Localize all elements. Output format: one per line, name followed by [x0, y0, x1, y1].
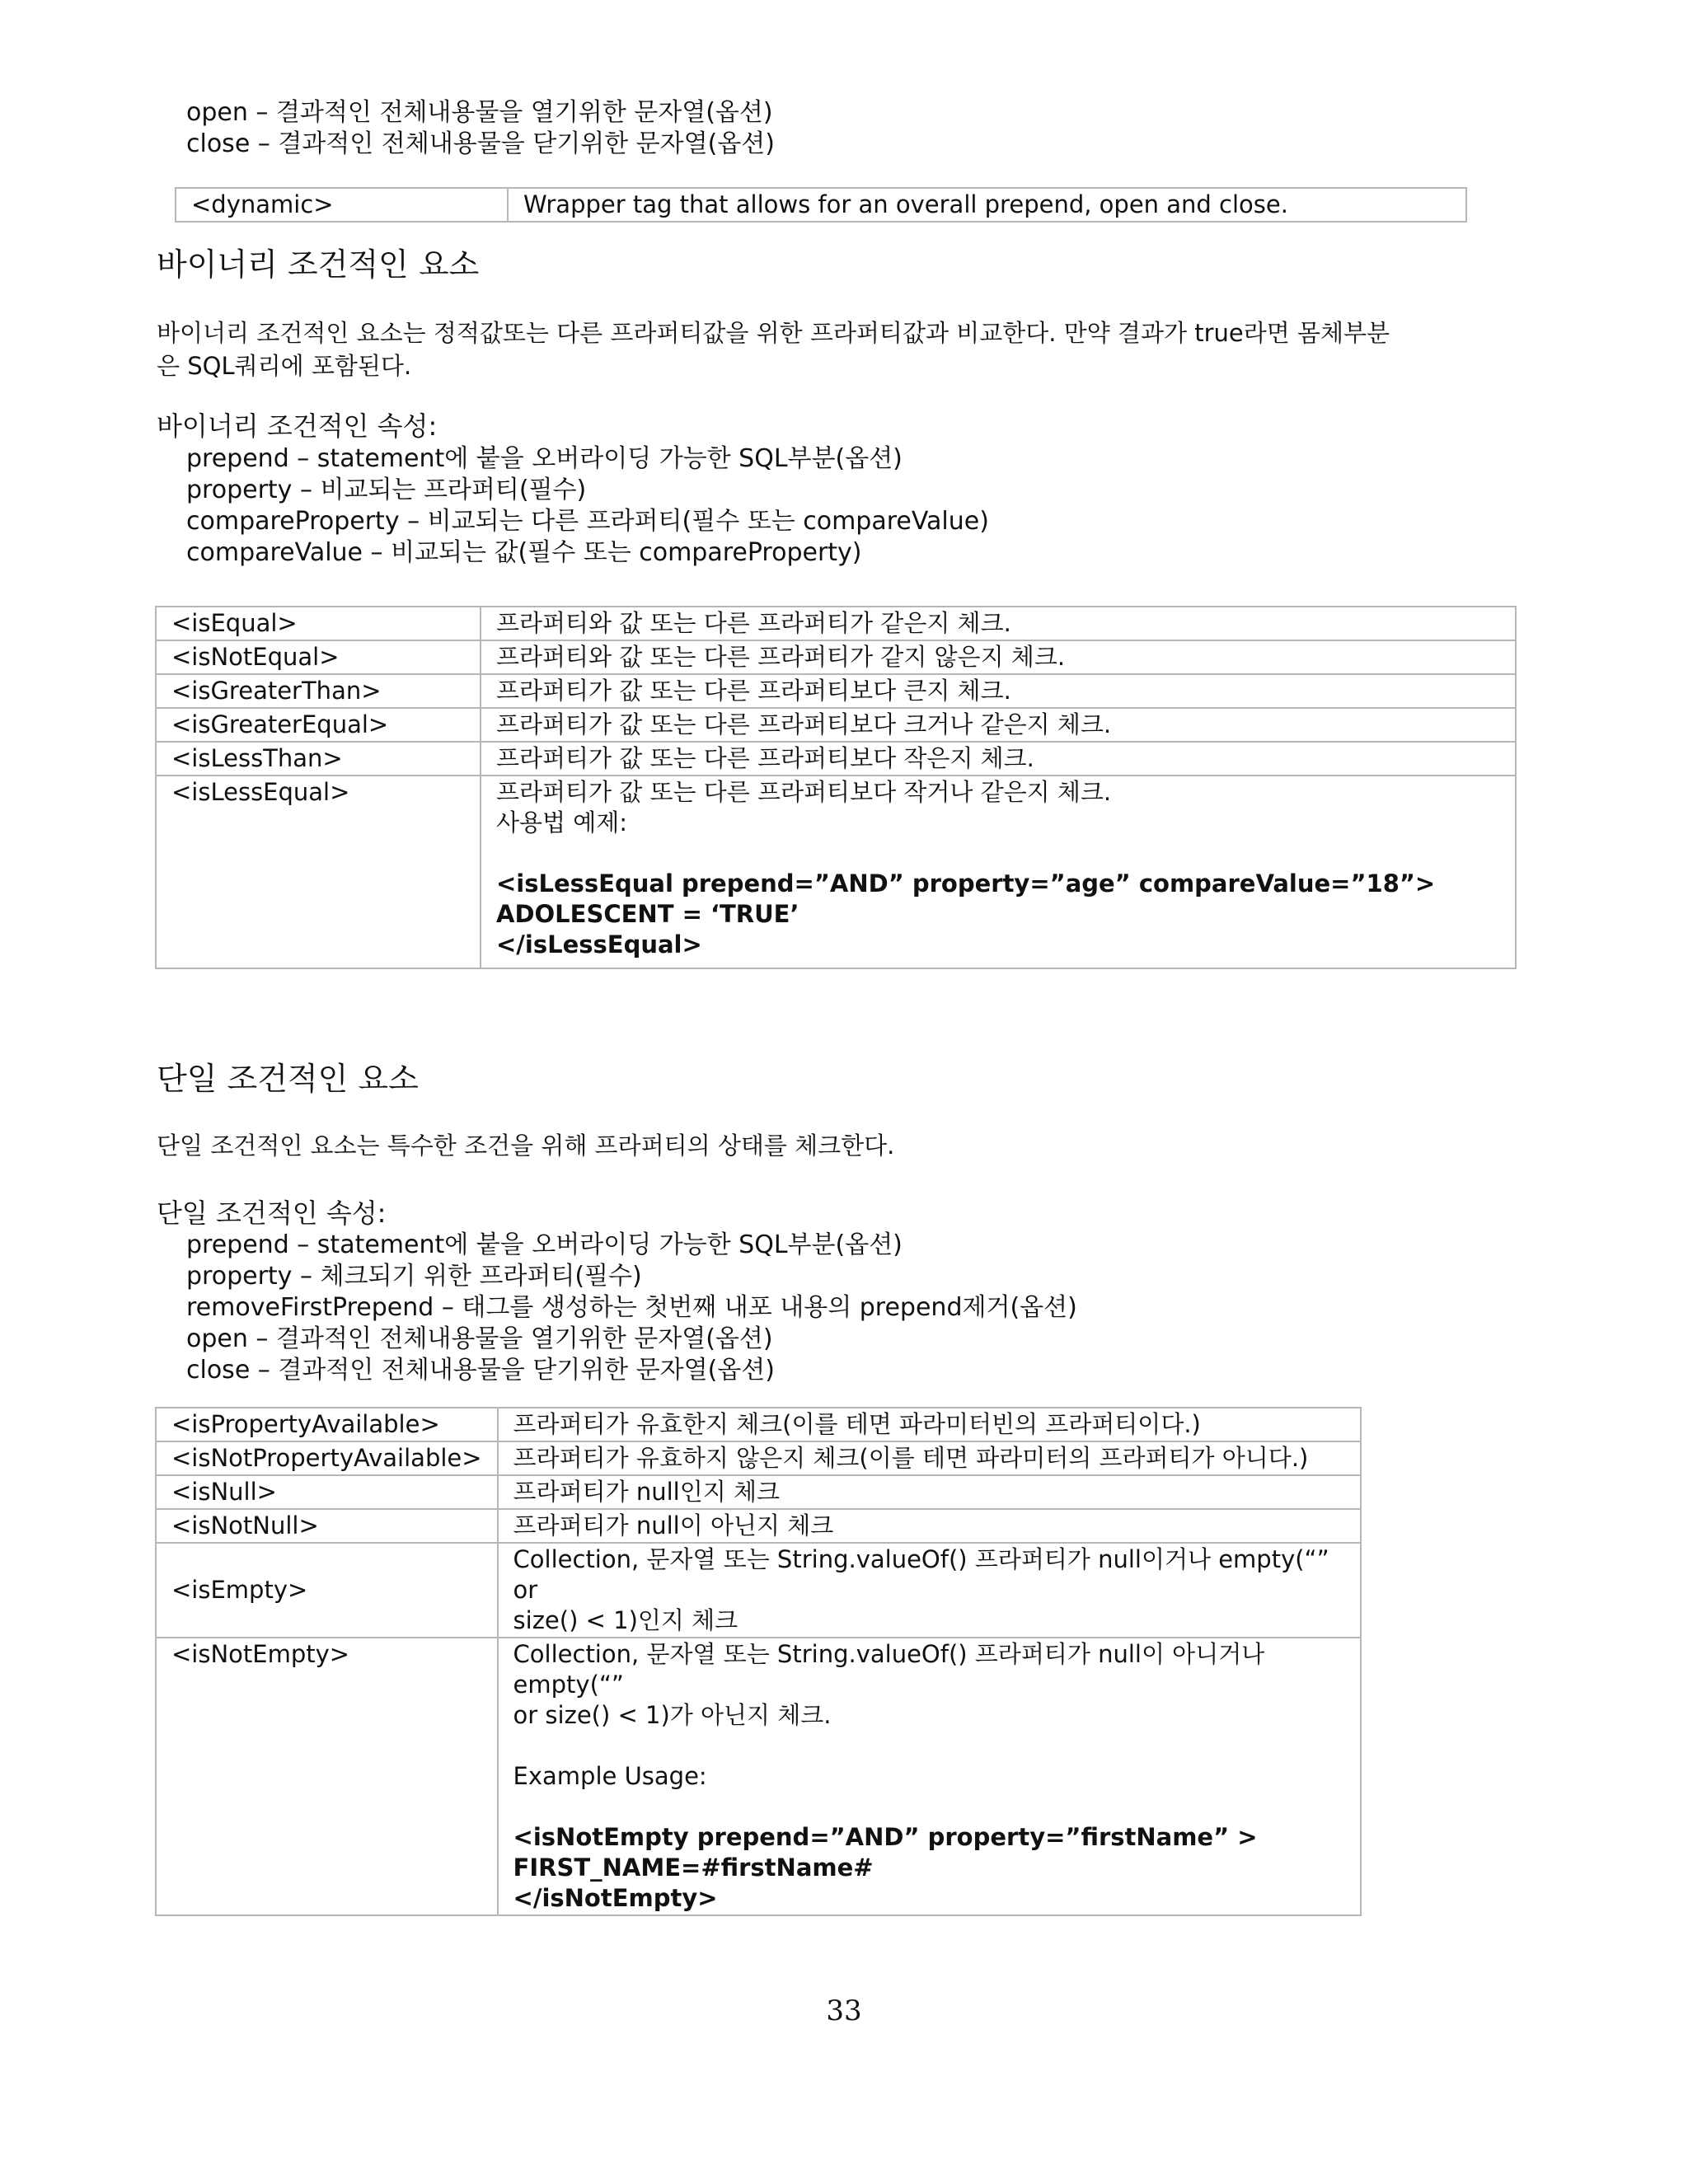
- example-code-line: </isLessEqual>: [496, 930, 702, 958]
- description-text: or size() < 1)가 아닌지 체크.: [513, 1701, 832, 1729]
- unary-elements-table: [155, 1407, 1362, 1916]
- dynamic-table: [175, 187, 1467, 223]
- tag-cell: <isEmpty>: [156, 1543, 498, 1638]
- binary-attr-property: property – 비교되는 프라퍼티(필수): [186, 476, 587, 504]
- description-cell: 프라퍼티가 값 또는 다른 프라퍼티보다 작은지 체크.: [481, 742, 1516, 776]
- unary-section-heading: 단일 조건적인 요소: [157, 1061, 419, 1097]
- table-row: [156, 1509, 1361, 1543]
- description-text: size() < 1)인지 체크: [513, 1606, 738, 1634]
- binary-paragraph-line-1: 바이너리 조건적인 요소는 정적값또는 다른 프라퍼티값을 위한 프라퍼티값과 비교한다. 만약 결과가 true라면 몸체부분: [157, 319, 1390, 347]
- tag-cell: <isNotPropertyAvailable>: [156, 1441, 498, 1475]
- description-cell: 프라퍼티가 null이 아닌지 체크: [498, 1509, 1361, 1543]
- example-label: 사용법 예제:: [496, 808, 628, 837]
- table-row: [156, 776, 1516, 968]
- description-cell: 프라퍼티가 null인지 체크: [498, 1475, 1361, 1509]
- binary-paragraph-line-2: 은 SQL쿼리에 포함된다.: [157, 352, 412, 380]
- tag-cell: <isPropertyAvailable>: [156, 1408, 498, 1441]
- unary-attr-close: close – 결과적인 전체내용물을 닫기위한 문자열(옵션): [186, 1356, 775, 1385]
- table-row: [156, 1638, 1361, 1915]
- attr-close-line: close – 결과적인 전체내용물을 닫기위한 문자열(옵션): [186, 129, 775, 158]
- tag-cell: <isLessEqual>: [156, 776, 481, 968]
- table-row: [176, 188, 1466, 222]
- description-text: Collection, 문자열 또는 String.valueOf() 프라퍼티가 null이거나 empty(“” or: [513, 1545, 1329, 1604]
- description-cell: 프라퍼티가 유효하지 않은지 체크(이를 테면 파라미터의 프라퍼티가 아니다.): [498, 1441, 1361, 1475]
- description-cell: 프라퍼티와 값 또는 다른 프라퍼티가 같은지 체크.: [481, 607, 1516, 640]
- table-row: [156, 708, 1516, 742]
- example-label: Example Usage:: [513, 1762, 707, 1790]
- tag-cell: <isNull>: [156, 1475, 498, 1509]
- tag-cell: <isNotEqual>: [156, 640, 481, 674]
- page-number: 33: [826, 1994, 862, 2027]
- example-code-line: </isNotEmpty>: [513, 1884, 718, 1912]
- unary-attr-property: property – 체크되기 위한 프라퍼티(필수): [186, 1262, 642, 1291]
- table-row: [156, 640, 1516, 674]
- tag-cell: <dynamic>: [176, 188, 508, 222]
- description-cell: 프라퍼티와 값 또는 다른 프라퍼티가 같지 않은지 체크.: [481, 640, 1516, 674]
- description-cell: 프라퍼티가 값 또는 다른 프라퍼티보다 큰지 체크.: [481, 674, 1516, 708]
- unary-attr-open: open – 결과적인 전체내용물을 열기위한 문자열(옵션): [186, 1324, 773, 1353]
- unary-attr-prepend: prepend – statement에 붙을 오버라이딩 가능한 SQL부분(옵션): [186, 1230, 903, 1259]
- example-code-line: <isNotEmpty prepend=”AND” property=”firstName” >: [513, 1823, 1258, 1851]
- table-row: [156, 607, 1516, 640]
- table-row: [156, 1475, 1361, 1509]
- tag-cell: <isEqual>: [156, 607, 481, 640]
- description-text: 프라퍼티가 값 또는 다른 프라퍼티보다 작거나 같은지 체크.: [496, 778, 1112, 806]
- tag-cell: <isNotNull>: [156, 1509, 498, 1543]
- table-row: [156, 674, 1516, 708]
- binary-attributes-heading: 바이너리 조건적인 속성:: [157, 410, 438, 442]
- tag-cell: <isNotEmpty>: [156, 1638, 498, 1915]
- unary-attributes-heading: 단일 조건적인 속성:: [157, 1197, 387, 1229]
- binary-attr-prepend: prepend – statement에 붙을 오버라이딩 가능한 SQL부분(옵션): [186, 444, 903, 473]
- description-cell: 프라퍼티가 유효한지 체크(이를 테면 파라미터빈의 프라퍼티이다.): [498, 1408, 1361, 1441]
- binary-attr-compare-property: compareProperty – 비교되는 다른 프라퍼티(필수 또는 compareValue): [186, 507, 989, 536]
- example-code-line: ADOLESCENT = ‘TRUE’: [496, 900, 799, 928]
- tag-cell: <isGreaterThan>: [156, 674, 481, 708]
- description-cell: Wrapper tag that allows for an overall prepend, open and close.: [508, 188, 1466, 222]
- binary-elements-table: [155, 606, 1517, 969]
- unary-attr-remove-first-prepend: removeFirstPrepend – 태그를 생성하는 첫번째 내포 내용의 prepend제거(옵션): [186, 1293, 1077, 1322]
- description-cell: [498, 1638, 1361, 1915]
- table-row: [156, 1543, 1361, 1638]
- tag-cell: <isGreaterEqual>: [156, 708, 481, 742]
- description-text: Collection, 문자열 또는 String.valueOf() 프라퍼티가 null이 아니거나 empty(“”: [513, 1640, 1265, 1699]
- description-cell: [498, 1543, 1361, 1638]
- tag-cell: <isLessThan>: [156, 742, 481, 776]
- description-cell: [481, 776, 1516, 968]
- table-row: [156, 1408, 1361, 1441]
- description-cell: 프라퍼티가 값 또는 다른 프라퍼티보다 크거나 같은지 체크.: [481, 708, 1516, 742]
- unary-paragraph: 단일 조건적인 요소는 특수한 조건을 위해 프라퍼티의 상태를 체크한다.: [157, 1132, 895, 1160]
- table-row: [156, 742, 1516, 776]
- example-code-line: FIRST_NAME=#firstName#: [513, 1854, 874, 1882]
- attr-open-line: open – 결과적인 전체내용물을 열기위한 문자열(옵션): [186, 98, 773, 127]
- table-row: [156, 1441, 1361, 1475]
- binary-attr-compare-value: compareValue – 비교되는 값(필수 또는 compareProperty): [186, 538, 862, 567]
- example-code-line: <isLessEqual prepend=”AND” property=”age” compareValue=”18”>: [496, 869, 1436, 898]
- binary-section-heading: 바이너리 조건적인 요소: [157, 246, 480, 283]
